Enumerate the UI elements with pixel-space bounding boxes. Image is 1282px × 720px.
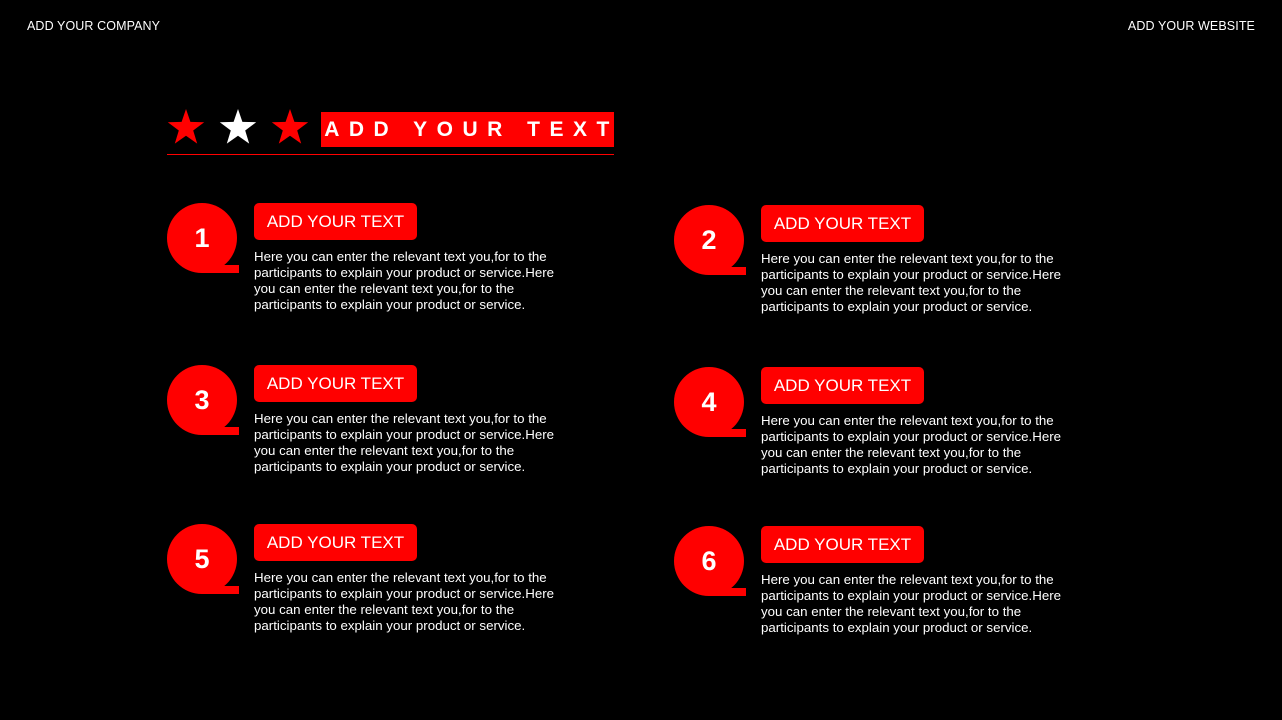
page-title: ADD YOUR TEXT <box>321 112 614 147</box>
item-description: Here you can enter the relevant text you,for to the participants to explain your product or service.Here you can enter the relevant text you,for to the participants to explain your product or service. <box>761 251 1062 314</box>
title-banner <box>167 108 619 156</box>
list-item <box>167 365 567 505</box>
website-url: ADD YOUR WEBSITE <box>1127 19 1255 33</box>
item-number: 3 <box>194 384 210 415</box>
list-item <box>167 524 567 664</box>
list-item <box>674 526 1074 666</box>
star-icon <box>167 108 205 146</box>
item-number: 6 <box>701 545 717 576</box>
item-number: 1 <box>194 222 210 253</box>
item-description: Here you can enter the relevant text you,for to the participants to explain your product or service.Here you can enter the relevant text you,for to the participants to explain your product or service. <box>254 249 555 312</box>
title-underline <box>167 154 614 155</box>
number-bubble <box>674 367 746 439</box>
number-bubble <box>167 365 239 437</box>
item-description: Here you can enter the relevant text you,for to the participants to explain your product or service.Here you can enter the relevant text you,for to the participants to explain your product or service. <box>254 411 555 474</box>
list-item <box>167 203 567 343</box>
item-label: ADD YOUR TEXT <box>254 365 417 402</box>
number-bubble <box>674 205 746 277</box>
list-item <box>674 367 1074 507</box>
number-bubble <box>167 203 239 275</box>
item-label: ADD YOUR TEXT <box>761 367 924 404</box>
number-bubble <box>167 524 239 596</box>
item-number: 4 <box>701 386 717 417</box>
item-label: ADD YOUR TEXT <box>761 526 924 563</box>
item-number: 2 <box>701 224 717 255</box>
item-label: ADD YOUR TEXT <box>761 205 924 242</box>
item-number: 5 <box>194 543 210 574</box>
number-bubble <box>674 526 746 598</box>
star-icon <box>271 108 309 146</box>
item-label: ADD YOUR TEXT <box>254 203 417 240</box>
item-description: Here you can enter the relevant text you,for to the participants to explain your product or service.Here you can enter the relevant text you,for to the participants to explain your product or service. <box>761 413 1062 476</box>
list-item <box>674 205 1074 345</box>
star-icon <box>219 108 257 146</box>
item-description: Here you can enter the relevant text you,for to the participants to explain your product or service.Here you can enter the relevant text you,for to the participants to explain your product or service. <box>254 570 555 633</box>
item-label: ADD YOUR TEXT <box>254 524 417 561</box>
company-name: ADD YOUR COMPANY <box>27 19 161 33</box>
item-description: Here you can enter the relevant text you,for to the participants to explain your product or service.Here you can enter the relevant text you,for to the participants to explain your product or service. <box>761 572 1062 635</box>
